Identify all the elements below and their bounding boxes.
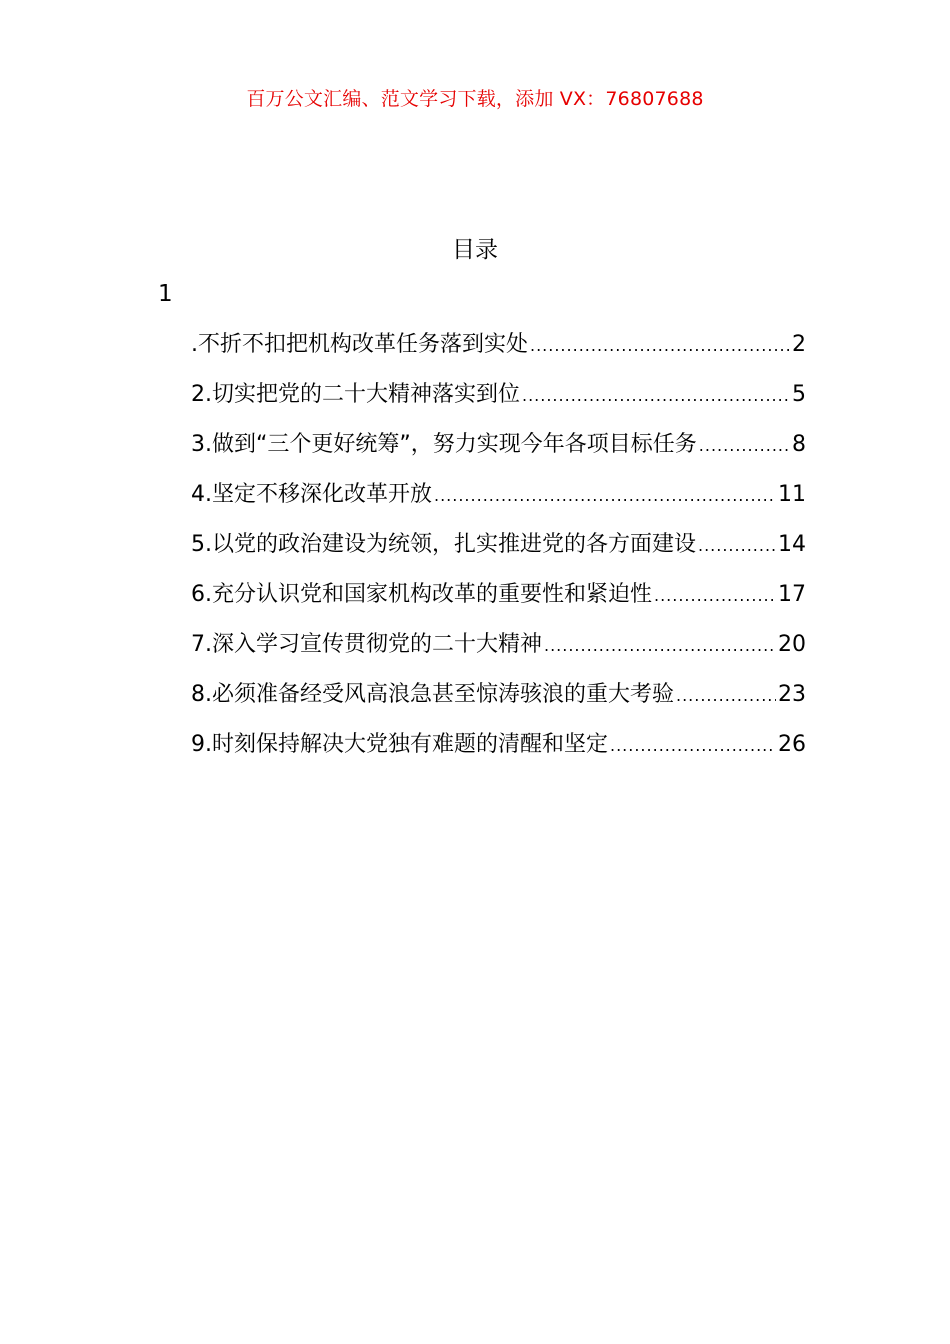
toc-dot-leader — [522, 379, 790, 413]
toc-dot-leader — [610, 729, 776, 763]
toc-entry[interactable] — [191, 478, 806, 528]
toc-dot-leader — [699, 429, 790, 463]
toc-entry-text: 3.做到“三个更好统筹”，努力实现今年各项目标任务 — [191, 432, 697, 457]
toc-entry-text: 7.深入学习宣传贯彻党的二十大精神 — [191, 632, 542, 657]
toc-dot-leader — [544, 629, 776, 663]
toc-page-number: 5 — [792, 382, 806, 407]
toc-page-number: 20 — [778, 632, 806, 657]
toc-dot-leader — [530, 329, 790, 363]
toc-entry[interactable] — [191, 628, 806, 678]
toc-list — [191, 328, 806, 778]
toc-page-number: 11 — [778, 482, 806, 507]
toc-dot-leader — [434, 479, 776, 513]
toc-page-number: 23 — [778, 682, 806, 707]
toc-entry[interactable] — [191, 528, 806, 578]
toc-entry-text: 6.充分认识党和国家机构改革的重要性和紧迫性 — [191, 582, 652, 607]
toc-entry-text: 4.坚定不移深化改革开放 — [191, 482, 432, 507]
toc-entry[interactable] — [191, 328, 806, 378]
toc-entry-text: 9.时刻保持解决大党独有难题的清醒和坚定 — [191, 732, 608, 757]
toc-entry[interactable] — [191, 378, 806, 428]
toc-heading-number: 1 — [158, 281, 173, 307]
toc-dot-leader — [654, 579, 776, 613]
toc-entry[interactable] — [191, 728, 806, 778]
toc-dot-leader — [676, 679, 776, 713]
toc-entry[interactable] — [191, 678, 806, 728]
toc-page-number: 26 — [778, 732, 806, 757]
toc-page-number: 17 — [778, 582, 806, 607]
toc-dot-leader — [698, 529, 776, 563]
promo-banner: 百万公文汇编、范文学习下载，添加 VX：76807688 — [246, 88, 704, 110]
toc-title: 目录 — [452, 237, 498, 263]
toc-entry-text: 5.以党的政治建设为统领，扎实推进党的各方面建设 — [191, 532, 696, 557]
toc-page-number: 14 — [778, 532, 806, 557]
toc-entry[interactable] — [191, 428, 806, 478]
toc-entry[interactable] — [191, 578, 806, 628]
toc-entry-text: .不折不扣把机构改革任务落到实处 — [191, 332, 528, 357]
toc-page-number: 2 — [792, 332, 806, 357]
toc-entry-text: 2.切实把党的二十大精神落实到位 — [191, 382, 520, 407]
toc-page-number: 8 — [792, 432, 806, 457]
toc-entry-text: 8.必须准备经受风高浪急甚至惊涛骇浪的重大考验 — [191, 682, 674, 707]
